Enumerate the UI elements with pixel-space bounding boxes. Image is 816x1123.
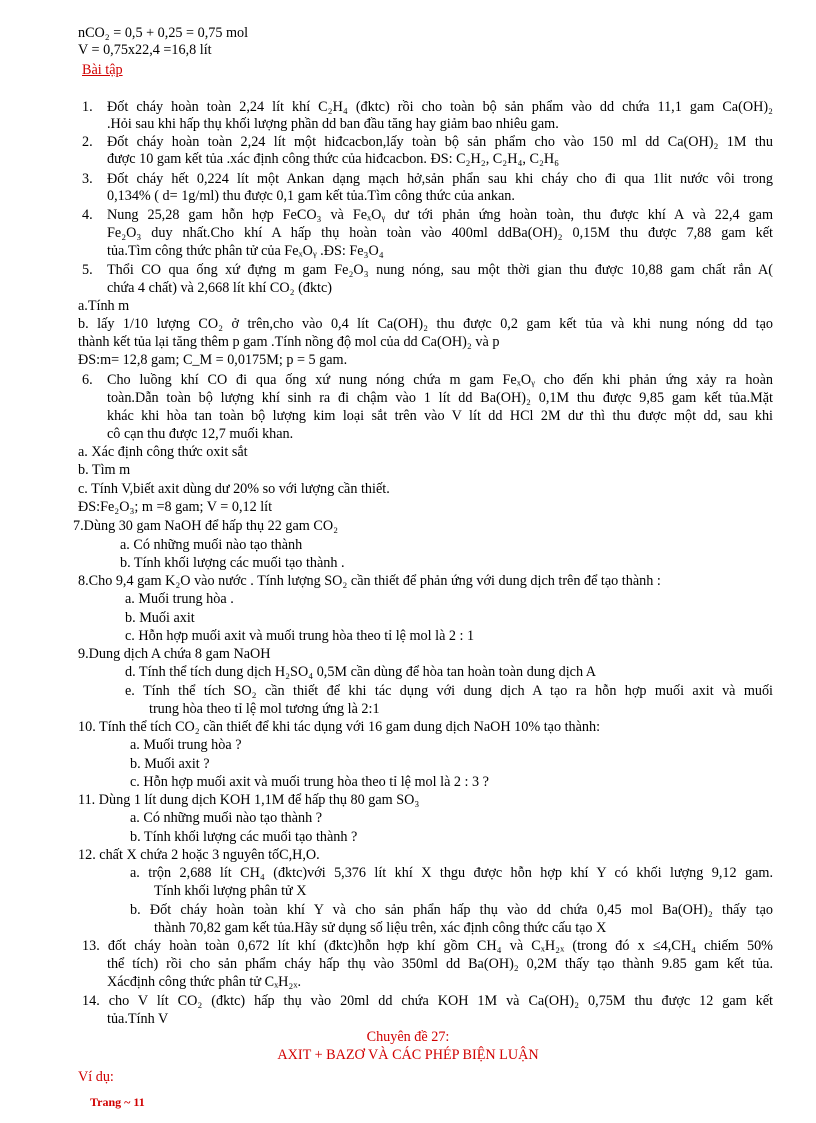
problem-11-part-a: a. Có những muối nào tạo thành ? xyxy=(130,810,323,826)
example-label: Ví dụ: xyxy=(78,1069,114,1085)
problem-4-line-2: Fe₂O₃ duy nhất.Cho khí A hấp thụ hoàn toàn vào 400ml ddBa(OH)₂ 0,15M thu được 7,88 gam kết xyxy=(107,225,773,241)
problem-13-line-2: thể tích) rồi cho sản phẩm cháy hấp thụ vào 350ml dd Ba(OH)₂ 0,2M thấy tạo thành 9.85 gam kết tủa. xyxy=(107,956,773,972)
problem-5-part-b-line-2: thành kết tủa lại tăng thêm p gam .Tính nồng độ mol của dd Ca(OH)₂ và p xyxy=(78,334,500,350)
problem-4-number: 4. xyxy=(82,207,93,223)
problem-5-part-a: a.Tính m xyxy=(78,298,130,314)
problem-8-part-c: c. Hỗn hợp muối axit và muối trung hòa theo tỉ lệ mol là 2 : 1 xyxy=(125,628,475,644)
problem-12-part-b-line-1: b. Đốt cháy hoàn toàn khí Y và cho sản phẩn hấp thụ vào dd chứa 0,45 mol Ba(OH)₂ thấy tạo xyxy=(130,902,773,918)
problem-9-line-1: 9.Dung dịch A chứa 8 gam NaOH xyxy=(78,646,271,662)
problem-6-part-b: b. Tìm m xyxy=(78,462,131,478)
problem-8-part-a: a. Muối trung hòa . xyxy=(125,591,234,607)
problem-11-part-b: b. Tính khối lượng các muối tạo thành ? xyxy=(130,829,358,845)
problem-5-part-b-line-1: b. lấy 1/10 lượng CO₂ ở trên,cho vào 0,4 lít Ca(OH)₂ thu được 0,2 gam kết tủa và khi nung nóng dd tạo xyxy=(78,316,773,332)
problem-4-line-3: tủa.Tìm công thức phân tử của FeₓOᵧ .ĐS: Fe₃O₄ xyxy=(107,243,384,259)
problem-8-line-1: 8.Cho 9,4 gam K₂O vào nước . Tính lượng SO₂ cần thiết để phản ứng với dung dịch trên để tạo thành : xyxy=(78,573,661,589)
problem-2-number: 2. xyxy=(82,134,93,150)
problem-2-line-1: Đốt cháy hoàn toàn 2,24 lít một hiđcacbon,lấy toàn bộ sản phẩm cho vào 150 ml dd Ca(OH)₂ 1M thu xyxy=(107,134,773,150)
problem-9-part-e-line-1: e. Tính thể tích SO₂ cần thiết để khi tác dụng với dung dịch A tạo ra hỗn hợp muối axit và muối xyxy=(125,683,773,699)
problem-10-part-a: a. Muối trung hòa ? xyxy=(130,737,242,753)
problem-10-part-b: b. Muối axit ? xyxy=(130,756,210,772)
problem-12-line-1: 12. chất X chứa 2 hoặc 3 nguyên tốC,H,O. xyxy=(78,847,320,863)
problem-8-part-b: b. Muối axit xyxy=(125,610,195,626)
intro-line-1: nCO₂ = 0,5 + 0,25 = 0,75 mol xyxy=(78,25,249,41)
problem-1-line-1: Đốt cháy hoàn toàn 2,24 lít khí C₂H₄ (đktc) rồi cho toàn bộ sản phẩm vào dd chứa 11,1 gam Ca(OH)₂ xyxy=(107,99,773,115)
problem-6-answer: ĐS:Fe₂O₃; m =8 gam; V = 0,12 lít xyxy=(78,499,273,515)
problem-1-line-2: .Hỏi sau khi hấp thụ khối lượng phần dd ban đầu tăng hay giảm bao nhiêu gam. xyxy=(107,116,559,132)
problem-12-part-a-line-2: Tính khối lượng phân tử X xyxy=(154,883,307,899)
problem-12-part-b-line-2: thành 70,82 gam kết tủa.Hãy sử dụng số liệu trên, xác định công thức cấu tạo X xyxy=(154,920,607,936)
problem-11-line-1: 11. Dùng 1 lít dung dịch KOH 1,1M để hấp thụ 80 gam SO₃ xyxy=(78,792,420,808)
problem-1-number: 1. xyxy=(82,99,93,115)
problem-7-line-1: 7.Dùng 30 gam NaOH để hấp thụ 22 gam CO₂ xyxy=(73,518,339,534)
problem-3-number: 3. xyxy=(82,171,93,187)
problem-5-line-2: chứa 4 chất) và 2,668 lít khí CO₂ (đktc) xyxy=(107,280,332,296)
problem-5-answer: ĐS:m= 12,8 gam; C_M = 0,0175M; p = 5 gam. xyxy=(78,352,348,368)
problem-6-part-a: a. Xác định công thức oxit sắt xyxy=(78,444,248,460)
problem-13-line-1: 13. đốt cháy hoàn toàn 0,672 lít khí (đktc)hỗn hợp khí gồm CH₄ và CₓH₂ₓ (trong đó x ≤4,CH₄ chiếm 50% xyxy=(82,938,773,954)
problem-5-number: 5. xyxy=(82,262,93,278)
problem-6-number: 6. xyxy=(82,372,93,388)
problem-9-part-d: d. Tính thể tích dung dịch H₂SO₄ 0,5M cần dùng để hòa tan hoàn toàn dung dịch A xyxy=(125,664,597,680)
problem-9-part-e-line-2: trung hòa theo tỉ lệ mol tương ứng là 2:1 xyxy=(149,701,380,717)
section-heading-bai-tap: Bài tập xyxy=(82,62,123,78)
problem-13-line-3: Xácđịnh công thức phân tử CₓH₂ₓ. xyxy=(107,974,302,990)
chapter-title: AXIT + BAZƠ VÀ CÁC PHÉP BIỆN LUẬN xyxy=(277,1047,539,1063)
page-footer: Trang ~ 11 xyxy=(90,1095,145,1109)
problem-4-line-1: Nung 25,28 gam hỗn hợp FeCO₃ và FeₓOᵧ dư tới phản ứng hoàn toàn, thu được khí A và 22,4 gam xyxy=(107,207,773,223)
problem-7-part-b: b. Tính khối lượng các muối tạo thành . xyxy=(120,555,345,571)
problem-6-line-3: khác khi hòa tan toàn bộ lượng kim loại sắt trên vào V lít dd HCl 2M dư thì thu được một dd, sau khi xyxy=(107,408,773,424)
problem-3-line-1: Đốt cháy hết 0,224 lít một Ankan dạng mạch hở,sản phẩn sau khi cháy cho đi qua 1lit nước vôi trong xyxy=(107,171,773,187)
problem-5-line-1: Thổi CO qua ống xứ đựng m gam Fe₂O₃ nung nóng, sau một thời gian thu được 10,88 gam chất rắn A( xyxy=(107,262,773,278)
problem-6-line-1: Cho luồng khí CO đi qua ống xứ nung nóng chứa m gam FeₓOᵧ cho đến khi phản ứng xảy ra hoàn xyxy=(107,372,773,388)
problem-14-line-1: 14. cho V lít CO₂ (đktc) hấp thụ vào 20ml dd chứa KOH 1M và Ca(OH)₂ 0,75M thu được 12 gam kết xyxy=(82,993,773,1009)
problem-10-line-1: 10. Tính thể tích CO₂ cần thiết để khi tác dụng với 16 gam dung dịch NaOH 10% tạo thành: xyxy=(78,719,601,735)
problem-12-part-a-line-1: a. trộn 2,688 lít CH₄ (đktc)với 5,376 lít khí X thgu được hỗn hợp khí Y có khối lượng 9,12 gam. xyxy=(130,865,773,881)
problem-3-line-2: 0,134% ( d= 1g/ml) thu được 0,1 gam kết tủa.Tìm công thức của ankan. xyxy=(107,188,515,204)
problem-7-part-a: a. Có những muối nào tạo thành xyxy=(120,537,303,553)
intro-line-2: V = 0,75x22,4 =16,8 lít xyxy=(78,42,212,58)
problem-6-part-c: c. Tính V,biết axit dùng dư 20% so với lượng cần thiết. xyxy=(78,481,390,497)
chapter-number: Chuyên đề 27: xyxy=(366,1029,450,1045)
problem-14-line-2: tủa.Tính V xyxy=(107,1011,169,1027)
problem-6-line-2: toàn.Dẫn toàn bộ lượng khí sinh ra đi chậm vào 1 lít dd Ba(OH)₂ 0,1M thu được 9,85 gam kết tủa.Mặt xyxy=(107,390,773,406)
problem-10-part-c: c. Hỗn hợp muối axit và muối trung hòa theo tỉ lệ mol là 2 : 3 ? xyxy=(130,774,489,790)
problem-2-line-2: được 10 gam kết tủa .xác định công thức của hiđcacbon. ĐS: C₂H₂, C₂H₄, C₂H₆ xyxy=(107,151,560,167)
problem-6-line-4: cô cạn thu được 12,7 muối khan. xyxy=(107,426,294,442)
